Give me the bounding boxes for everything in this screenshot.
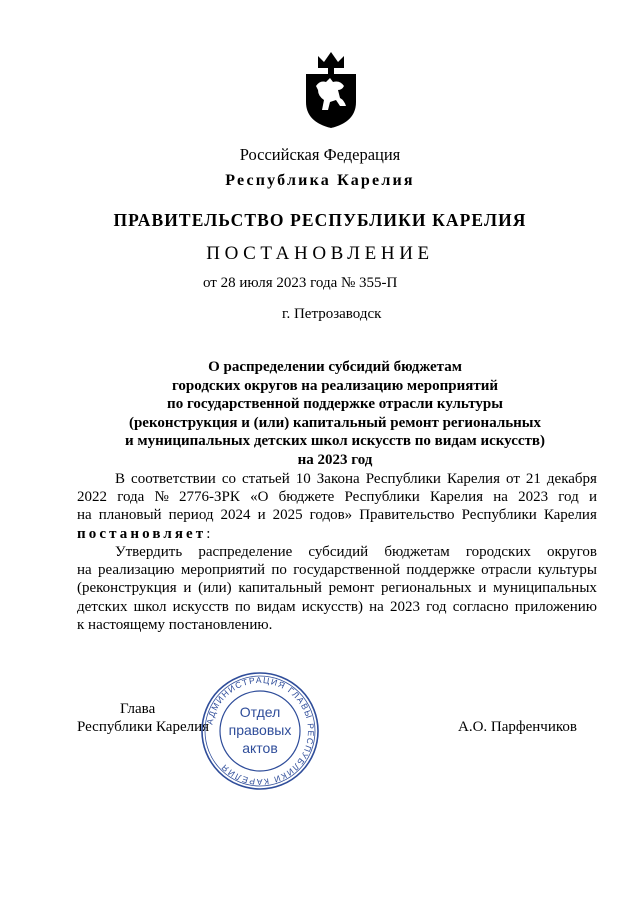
official-stamp [199,670,321,792]
word: поддержке [406,562,475,579]
decree-word: постановляет [77,525,207,542]
stamp-line: правовых [228,722,292,738]
word: 2776-ЗРК [179,489,240,506]
signatory-role-line1: Глава [120,701,156,717]
word: государственной [293,562,401,579]
signatory-role-line2: Республики Карелия [77,719,210,735]
text-line: к настоящему постановлению. [77,616,273,633]
word: реализацию [98,562,175,579]
word: № [154,489,169,506]
stamp-line: Отдел [239,704,281,720]
word: Республики [365,471,441,487]
document-type: ПОСТАНОВЛЕНИЕ [206,243,434,264]
word: (или) [198,580,232,597]
word: культуры [537,562,597,579]
document-city: г. Петрозаводск [282,306,382,322]
text-line [77,561,597,579]
word: детских [77,598,128,615]
word: год [558,489,579,506]
document-date-number: от 28 июля 2023 года № 355-П [203,275,398,291]
word: 21 [525,471,541,487]
title-line: О распределении субсидий бюджетам [208,359,462,375]
word: на [493,489,508,506]
word: декабря [546,471,597,487]
word: муниципальных [493,580,597,597]
word: 2023 [389,598,420,615]
word: на [369,598,384,615]
word: соответствии [131,471,216,487]
coat-of-arms-emblem [300,50,362,130]
word: (реконструкция [77,580,177,597]
government-line: ПРАВИТЕЛЬСТВО РЕСПУБЛИКИ КАРЕЛИЯ [113,210,527,230]
word: от [506,471,520,487]
text-line [77,598,597,616]
title-line: на 2023 год [297,451,373,468]
word: распределение [198,544,293,560]
republic-line: Республика Карелия [225,172,415,189]
word: приложению [514,598,597,615]
text-line [77,470,597,488]
word: отрасли [481,562,532,579]
text-line [77,488,597,506]
title-line: по государственной поддержке отрасли культуры [167,396,503,413]
stamp-line: актов [242,740,278,756]
word: бюджете [278,489,335,506]
word: ремонт [328,580,375,597]
decree-colon: : [206,525,211,542]
word: на [77,507,92,524]
word: годов» [309,507,353,524]
word: и [588,489,597,506]
word: Карелия [429,489,484,506]
decree-line [77,525,597,543]
word: 2025 [272,507,303,524]
word: 10 [295,471,311,487]
word: 2022 [77,489,107,506]
word: Карелия [543,507,597,524]
word: Правительство [359,507,455,524]
word: и [478,580,487,597]
word: статьей [242,471,290,487]
word: Карелия [446,471,500,487]
word: Закона [316,471,360,487]
word: года [117,489,145,506]
word: видам [256,598,296,615]
title-line: (реконструкция и (или) капитальный ремонт региональных [128,414,542,431]
word: мероприятий [180,562,266,579]
word: и [257,507,266,524]
paragraph-resolution [77,543,597,634]
word: период [168,507,214,524]
word: и [183,580,192,597]
text-line [77,579,597,597]
word: искусств [172,598,229,615]
word: 2024 [220,507,251,524]
word: округов [546,544,597,560]
signatory-name: А.О. Парфенчиков [458,719,577,735]
word: Республики [344,489,420,506]
word: «О [250,489,269,506]
text-line [77,506,597,524]
title-line: городских округов на реализацию мероприятий [171,377,499,394]
text-line [77,543,597,561]
word: школ [133,598,167,615]
stamp-ring-text: АДМИНИСТРАЦИЯ ГЛАВЫ РЕСПУБЛИКИ КАРЕЛИЯ [204,674,317,788]
word: согласно [452,598,509,615]
document-title [100,358,570,470]
word: по [271,562,287,579]
word: В [115,471,126,487]
word: капитальный [238,580,322,597]
paragraph-preamble [77,470,597,543]
word: субсидий [308,544,369,560]
word: бюджетам [384,544,450,560]
word: Республики [461,507,537,524]
word: на [77,562,92,579]
word: плановый [98,507,162,524]
word: 2023 [518,489,549,506]
country-line: Российская Федерация [239,145,401,164]
word: Утвердить [115,544,183,560]
word: год [426,598,447,615]
word: региональных [381,580,472,597]
word: по [235,598,251,615]
word: городских [465,544,531,560]
title-line: и муниципальных детских школ искусств по видам искусств) [124,433,545,450]
word: со [221,471,236,487]
word: искусств) [301,598,363,615]
